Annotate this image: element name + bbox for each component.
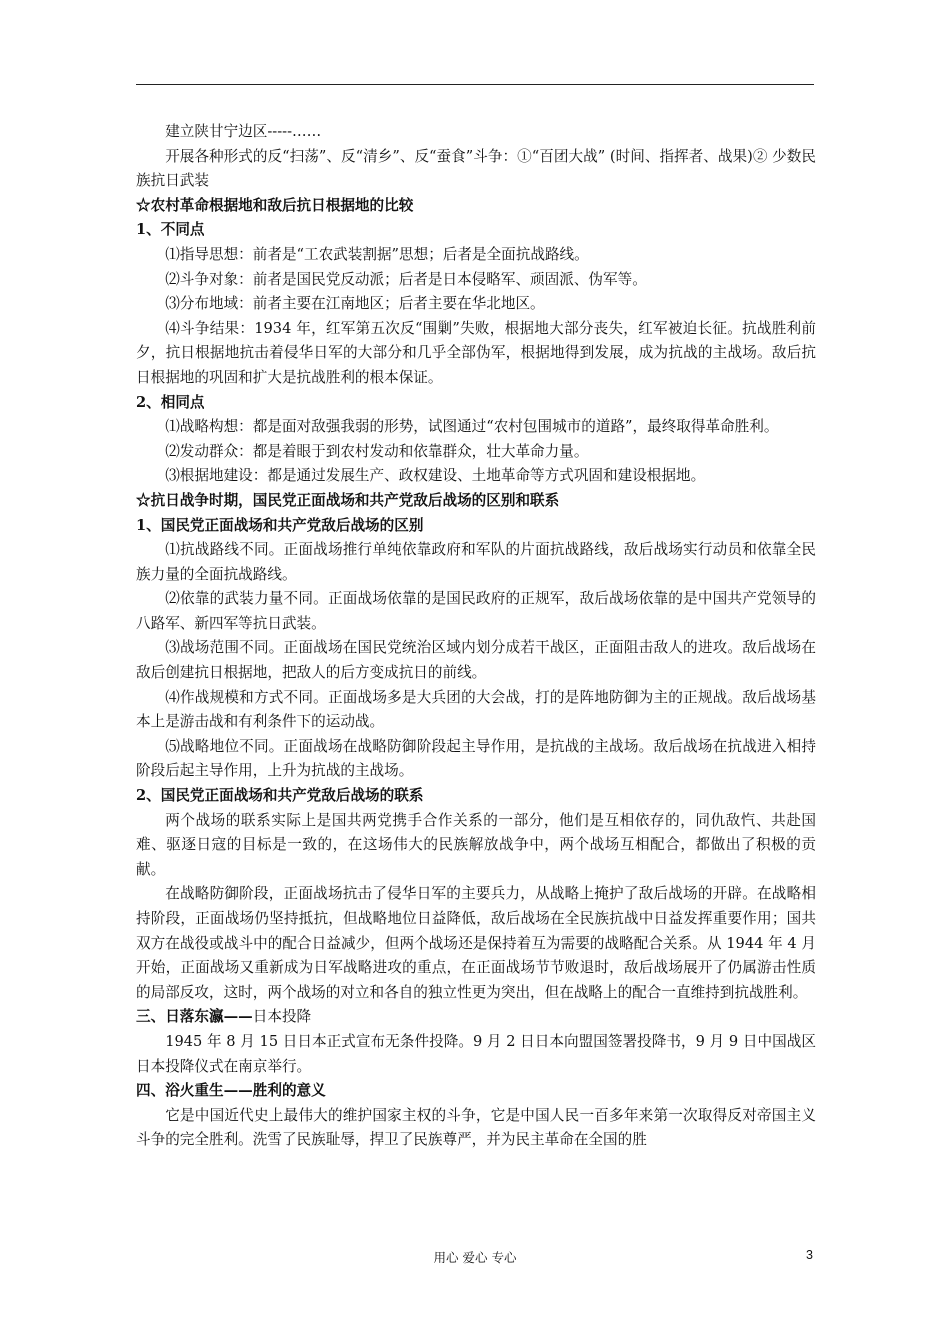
paragraph: 在战略防御阶段，正面战场抗击了侵华日军的主要兵力，从战略上掩护了敌后战场的开辟。在战略相持阶段，正面战场仍坚持抵抗，但战略地位日益降低，敌后战场在全民族抗战中日益发挥重要作用；国共双方在战役或战斗中的配合日益减少，但两个战场还是保持着互为需要的战略配合关系。从 1944 年 4 月开始，正面战场又重新成为日军战略进攻的重点，在正面战场节节败退时，敌后战场展开了仍属游击性质的局部反攻，这时，两个战场的对立和各自的独立性更为突出，但在战略上的配合一直维持到抗战胜利。 [136, 885, 816, 1001]
paragraph: 建立陕甘宁边区-----…… [165, 123, 322, 140]
chapter-heading-rest: 日本投降 [252, 1008, 312, 1026]
document-body [136, 120, 816, 1153]
list-item: ⑶战场范围不同。正面战场在国民党统治区域内划分成若干战区，正面阻击敌人的进攻。敌后战场在敌后创建抗日根据地，把敌人的后方变成抗日的前线。 [136, 639, 816, 682]
paragraph: 1945 年 8 月 15 日日本正式宣布无条件投降。9 月 2 日日本向盟国签署投降书，9 月 9 日中国战区日本投降仪式在南京举行。 [136, 1032, 816, 1075]
list-item: ⑷作战规模和方式不同。正面战场多是大兵团的大会战，打的是阵地防御为主的正规战。敌后战场基本上是游击战和有利条件下的运动战。 [136, 688, 816, 731]
list-item: ⑶分布地域：前者主要在江南地区；后者主要在华北地区。 [165, 295, 545, 313]
list-item: ⑵斗争对象：前者是国民党反动派；后者是日本侵略军、顽固派、伪军等。 [165, 270, 647, 288]
subsection-heading: 2、国民党正面战场和共产党敌后战场的联系 [136, 787, 424, 805]
footer-motto: 用心 爱心 专心 [433, 1250, 517, 1265]
list-item: ⑵依靠的武装力量不同。正面战场依靠的是国民政府的正规军，敌后战场依靠的是中国共产党领导的八路军、新四军等抗日武装。 [136, 590, 816, 632]
paragraph: 开展各种形式的反“扫荡”、反“清乡”、反“蚕食”斗争：①“百团大战” (时间、指挥者、战果)② 少数民族抗日武装 [136, 147, 816, 190]
section-heading: ☆抗日战争时期，国民党正面战场和共产党敌后战场的区别和联系 [136, 491, 560, 509]
list-item: ⑶根据地建设：都是通过发展生产、政权建设、土地革命等方式巩固和建设根据地。 [165, 467, 706, 485]
chapter-heading-bold: 三、日落东瀛—— [136, 1008, 253, 1026]
chapter-heading [136, 1005, 816, 1030]
list-item: ⑵发动群众：都是着眼于到农村发动和依靠群众，壮大革命力量。 [165, 442, 589, 460]
list-item: ⑷斗争结果：1934 年，红军第五次反“围剿”失败，根据地大部分丧失，红军被迫长征。抗战胜利前夕，抗日根据地抗击着侵华日军的大部分和几乎全部伪军，根据地得到发展，成为抗战的主战场。敌后抗日根据地的巩固和扩大是抗战胜利的根本保证。 [136, 319, 816, 386]
section-heading: ☆农村革命根据地和敌后抗日根据地的比较 [136, 196, 414, 214]
subsection-heading: 1、不同点 [136, 221, 205, 239]
chapter-heading: 四、浴火重生——胜利的意义 [136, 1082, 326, 1100]
list-item: ⑴指导思想：前者是“工农武装割据”思想；后者是全面抗战路线。 [165, 245, 589, 263]
header-rule [136, 84, 814, 85]
subsection-heading: 2、相同点 [136, 393, 205, 411]
paragraph: 两个战场的联系实际上是国共两党携手合作关系的一部分，他们是互相依存的，同仇敌忾、共赴国难、驱逐日寇的目标是一致的，在这场伟大的民族解放战争中，两个战场互相配合，都做出了积极的贡献。 [136, 811, 816, 878]
subsection-heading: 1、国民党正面战场和共产党敌后战场的区别 [136, 516, 424, 534]
paragraph: 它是中国近代史上最伟大的维护国家主权的斗争，它是中国人民一百多年来第一次取得反对帝国主义斗争的完全胜利。洗雪了民族耻辱，捍卫了民族尊严，并为民主革命在全国的胜 [136, 1106, 816, 1149]
page-number: 3 [806, 1248, 813, 1262]
list-item: ⑴战略构想：都是面对敌强我弱的形势，试图通过“农村包围城市的道路”，最终取得革命胜利。 [165, 418, 779, 436]
list-item: ⑸战略地位不同。正面战场在战略防御阶段起主导作用，是抗战的主战场。敌后战场在抗战进入相持阶段后起主导作用，上升为抗战的主战场。 [136, 737, 816, 780]
list-item: ⑴抗战路线不同。正面战场推行单纯依靠政府和军队的片面抗战路线，敌后战场实行动员和依靠全民族力量的全面抗战路线。 [136, 541, 816, 583]
